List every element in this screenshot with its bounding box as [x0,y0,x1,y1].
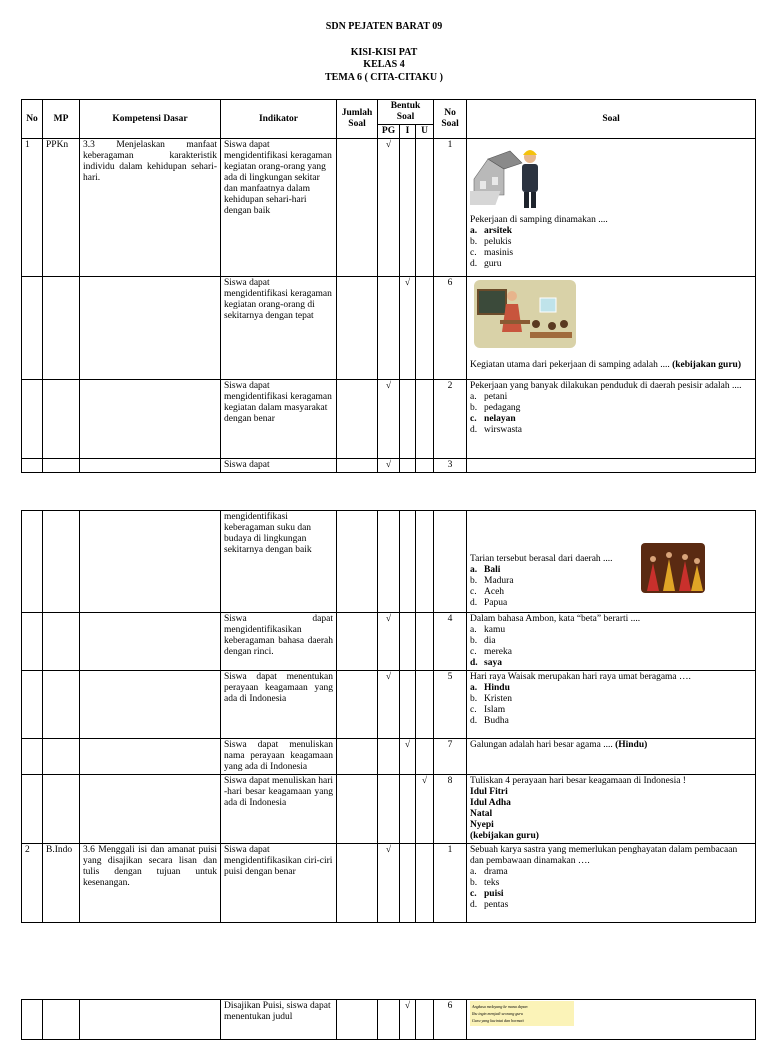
table-row [22,844,756,923]
row-nosoal: 1 [434,844,467,923]
table-row [22,775,756,844]
option-c: c. puisi [470,889,504,899]
row-no: 2 [22,844,43,923]
question-cell [467,739,756,775]
table-row [22,511,756,613]
option-c: c. Islam [470,705,506,715]
row-indikator: Siswa dapat mengidentifikasi keragaman kegiatan orang-orang yang ada di lingkungan sekitar dan manfaatnya dalam kehidupan sehari-hari dengan baik [221,139,337,277]
document-title: KISI-KISI PAT [350,47,418,58]
row-nosoal: 1 [434,139,467,277]
row-nosoal: 7 [434,739,467,775]
row-indikator: Siswa dapat [221,459,337,473]
check-i: √ [400,739,416,775]
table-row [22,459,756,473]
col-header-kd: Kompetensi Dasar [80,100,221,139]
option-b: b. dia [470,636,496,646]
poem-line: Angkasa melayang ke mana depan [472,1004,528,1009]
question-text: Tuliskan 4 perayaan hari besar keagamaan di Indonesia ! [470,776,686,786]
row-nosoal: 4 [434,613,467,671]
question-cell [467,671,756,739]
question-cell [467,139,756,277]
question-cell [467,1000,756,1040]
answer-line: Natal [470,809,493,819]
row-indikator: Siswa dapat mengidentifikasikan ciri-ciri puisi dengan benar [221,844,337,923]
row-indikator: mengidentifikasi keberagaman suku dan budaya di lingkungan sekitarnya dengan baik [221,511,337,613]
row-nosoal: 5 [434,671,467,739]
option-a: a. petani [470,392,508,402]
option-b: b. teks [470,878,500,888]
kisi-table-page-3 [21,999,756,1040]
col-header-no: No [22,100,43,139]
option-d: d. guru [470,259,502,269]
check-pg: √ [378,844,400,923]
col-header-pg: PG [378,125,400,139]
option-a: a. kamu [470,625,506,635]
option-d: d. Budha [470,716,509,726]
row-mp: PPKn [43,139,80,277]
kisi-table-page-1 [21,99,756,473]
row-mp: B.Indo [43,844,80,923]
col-header-u: U [416,125,434,139]
question-text: Hari raya Waisak merupakan hari raya umat beragama …. [470,672,691,682]
answer-line: Idul Fitri [470,787,508,797]
class-label: KELAS 4 [363,59,405,70]
col-header-jumlah: Jumlah Soal [337,100,378,139]
col-header-mp: MP [43,100,80,139]
check-pg: √ [378,459,400,473]
option-c: c. Aceh [470,587,505,597]
option-c: c. mereka [470,647,512,657]
option-d: d. saya [470,658,502,668]
row-kd: 3.6 Menggali isi dan amanat puisi yang disajikan secara lisan dan tulis dengan tujuan untuk kesenangan. [80,844,221,923]
question-cell [467,775,756,844]
question-text: Sebuah karya sastra yang memerlukan penghayatan dalam pembacaan dan pembawaan dinamakan …. [470,845,738,866]
poem-card [470,1001,574,1026]
row-nosoal: 2 [434,380,467,459]
table-row [22,139,756,277]
question-cell [467,613,756,671]
question-cell [467,380,756,459]
option-a: a. drama [470,867,508,877]
question-text: Kegiatan utama dari pekerjaan di samping adalah .... (kebijakan guru) [470,360,741,370]
school-name: SDN PEJATEN BARAT 09 [325,21,443,32]
col-header-indikator: Indikator [221,100,337,139]
check-pg: √ [378,613,400,671]
check-pg: √ [378,671,400,739]
option-d: d. wirswasta [470,425,523,435]
bali-dance-image [641,543,705,593]
check-i: √ [400,1000,416,1040]
option-a: a. Hindu [470,683,510,693]
question-text: Dalam bahasa Ambon, kata “beta” berarti .... [470,614,641,624]
option-c: c. nelayan [470,414,516,424]
option-d: d. Papua [470,598,508,608]
kisi-table-page-2 [21,510,756,923]
row-indikator: Siswa dapat mengidentifikasikan keberagaman bahasa daerah dengan rinci. [221,613,337,671]
theme-label: TEMA 6 ( CITA-CITAKU ) [325,72,443,83]
question-cell [467,277,756,380]
option-b: b. pedagang [470,403,521,413]
check-i: √ [400,277,416,380]
option-b: b. Madura [470,576,514,586]
table-row [22,380,756,459]
option-a: a. Bali [470,565,501,575]
row-nosoal: 6 [434,277,467,380]
question-text: Pekerjaan di samping dinamakan .... [470,215,608,225]
table-row [22,1000,756,1040]
table-row [22,739,756,775]
option-c: c. masinis [470,248,514,258]
option-b: b. pelukis [470,237,512,247]
question-text: Galungan adalah hari besar agama .... (Hindu) [470,740,648,750]
option-d: d. pentas [470,900,509,910]
check-u: √ [416,775,434,844]
row-indikator: Siswa dapat menentukan perayaan keagamaan yang ada di Indonesia [221,671,337,739]
row-indikator: Siswa dapat menuliskan hari -hari besar keagamaan yang ada di Indonesia [221,775,337,844]
col-header-nosoal: No Soal [434,100,467,139]
row-no: 1 [22,139,43,277]
col-header-soal: Soal [467,100,756,139]
teacher-classroom-image [474,280,576,348]
check-pg: √ [378,139,400,277]
col-header-bentuk: Bentuk Soal [378,100,434,125]
row-indikator: Siswa dapat mengidentifikasi keragaman kegiatan orang-orang di sekitarnya dengan tepat [221,277,337,380]
table-row [22,671,756,739]
question-text: Tarian tersebut berasal dari daerah .... [470,554,613,564]
table-row [22,277,756,380]
answer-line: Nyepi [470,820,494,830]
question-cell [467,511,756,613]
table-row [22,613,756,671]
poem-line: Ibu ingin menjadi seorang guru [472,1011,523,1016]
poem-line: Guru yang kucintai dan hormati [472,1018,524,1023]
check-pg: √ [378,380,400,459]
row-kd: 3.3 Menjelaskan manfaat keberagaman karakteristik individu dalam kehidupan sehari-hari. [80,139,221,277]
answer-line: Idul Adha [470,798,511,808]
question-text: Pekerjaan yang banyak dilakukan penduduk di daerah pesisir adalah .... [470,381,742,391]
col-header-i: I [400,125,416,139]
option-a: a. arsitek [470,226,512,236]
row-nosoal: 8 [434,775,467,844]
row-indikator: Siswa dapat mengidentifikasi keragaman kegiatan dalam masyarakat dengan benar [221,380,337,459]
architect-image [470,143,550,211]
row-indikator: Siswa dapat menuliskan nama perayaan keagamaan yang ada di Indonesia [221,739,337,775]
row-indikator: Disajikan Puisi, siswa dapat menentukan judul [221,1000,337,1040]
row-nosoal: 3 [434,459,467,473]
answer-line: (kebijakan guru) [470,831,539,841]
question-cell [467,844,756,923]
row-nosoal: 6 [434,1000,467,1040]
option-b: b. Kristen [470,694,512,704]
